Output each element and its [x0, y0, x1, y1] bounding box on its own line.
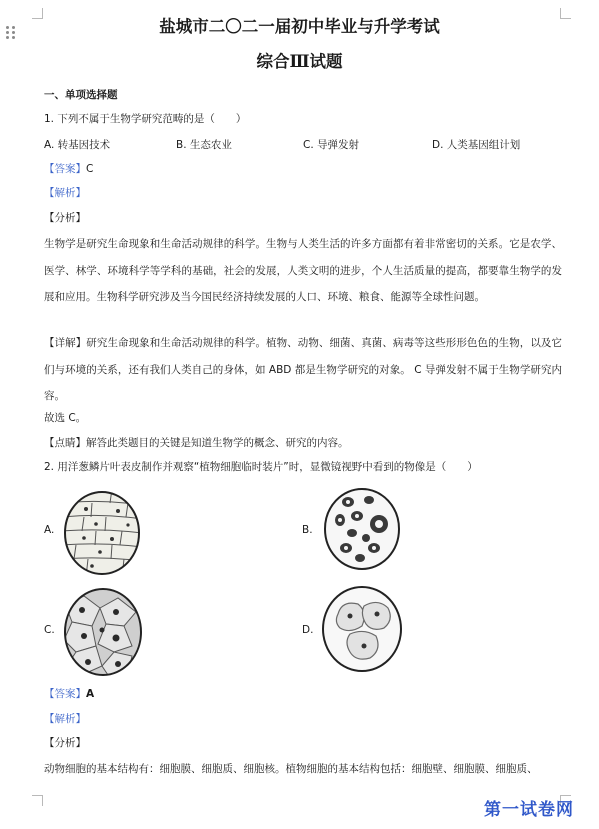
xiangjie-label: 【详解】 — [44, 337, 87, 349]
answer-value: C — [86, 163, 94, 175]
watermark-logo: 第一试卷网 — [484, 800, 574, 820]
q2-option-a-label: A. — [44, 524, 55, 536]
tissue-cells-image — [62, 586, 144, 678]
page-corner-mark — [32, 8, 43, 19]
analysis-label: 【解析】 — [44, 713, 86, 725]
analysis-label: 【解析】 — [44, 187, 86, 199]
q2-fenxi-text: 动物细胞的基本结构有：细胞膜、细胞质、细胞核。植物细胞的基本结构包括：细胞壁、细胞膜、细胞质、 — [44, 763, 538, 775]
q2-option-d-label: D. — [302, 624, 314, 636]
dianjing-text: 解答此类题目的关键是知道生物学的概念、研究的内容。 — [86, 437, 349, 449]
question-2-stem: 2. 用洋葱鳞片叶表皮制作并观察“植物细胞临时装片”时，显微镜视野中看到的物像是（ ） — [44, 461, 478, 473]
question-1-stem: 1. 下列不属于生物学研究范畴的是（ ） — [44, 113, 247, 125]
onion-epidermis-cells-image — [62, 489, 142, 577]
dianjing-label: 【点睛】 — [44, 437, 86, 449]
q1-answer — [44, 162, 93, 176]
q2-option-b-label: B. — [302, 524, 313, 536]
q1-dianjing — [44, 436, 349, 450]
section-heading: 一、单项选择题 — [44, 89, 118, 101]
q1-xiangjie — [44, 330, 562, 410]
fenxi-label: 【分析】 — [44, 737, 86, 749]
q2-option-c-label: C. — [44, 624, 55, 636]
fenxi-label: 【分析】 — [44, 212, 86, 224]
answer-value: A — [86, 688, 95, 700]
q1-option-d: D. 人类基因组计划 — [432, 139, 521, 151]
answer-label: 【答案】 — [44, 688, 86, 700]
q1-option-b: B. 生态农业 — [176, 139, 232, 151]
page-subtitle: 综合Ⅲ试题 — [256, 52, 343, 71]
q2-answer — [44, 687, 94, 701]
cheek-cells-image — [320, 584, 404, 674]
q1-fenxi-text: 生物学是研究生命现象和生命活动规律的科学。生物与人类生活的许多方面都有着非常密切的关系。它是农学、医学、林学、环境科学等学科的基础，社会的发展，人类文明的进步，个人生活质量的提高，都要靠生物学的发展和应用。生物科学研究涉及当今国民经济持续发展的人口、环境、粮食、能源等全球性问题。 — [44, 238, 562, 303]
page-title: 盐城市二〇二一届初中毕业与升学考试 — [159, 17, 440, 36]
page-corner-mark — [32, 795, 43, 806]
page-corner-mark — [560, 8, 571, 19]
answer-label: 【答案】 — [44, 163, 86, 175]
q1-conclusion: 故选 C。 — [44, 412, 87, 424]
xiangjie-text: 研究生命现象和生命活动规律的科学。植物、动物、细菌、真菌、病毒等这些形形色色的生物，以及它们与环境的关系，还有我们人类自己的身体，如 ABD 都是生物学研究的对象。 C 导弹发射不属于生物学研究内容。 — [44, 337, 563, 402]
q1-option-c: C. 导弹发射 — [303, 139, 360, 151]
blood-cells-image — [322, 486, 402, 572]
q1-option-a: A. 转基因技术 — [44, 139, 111, 151]
